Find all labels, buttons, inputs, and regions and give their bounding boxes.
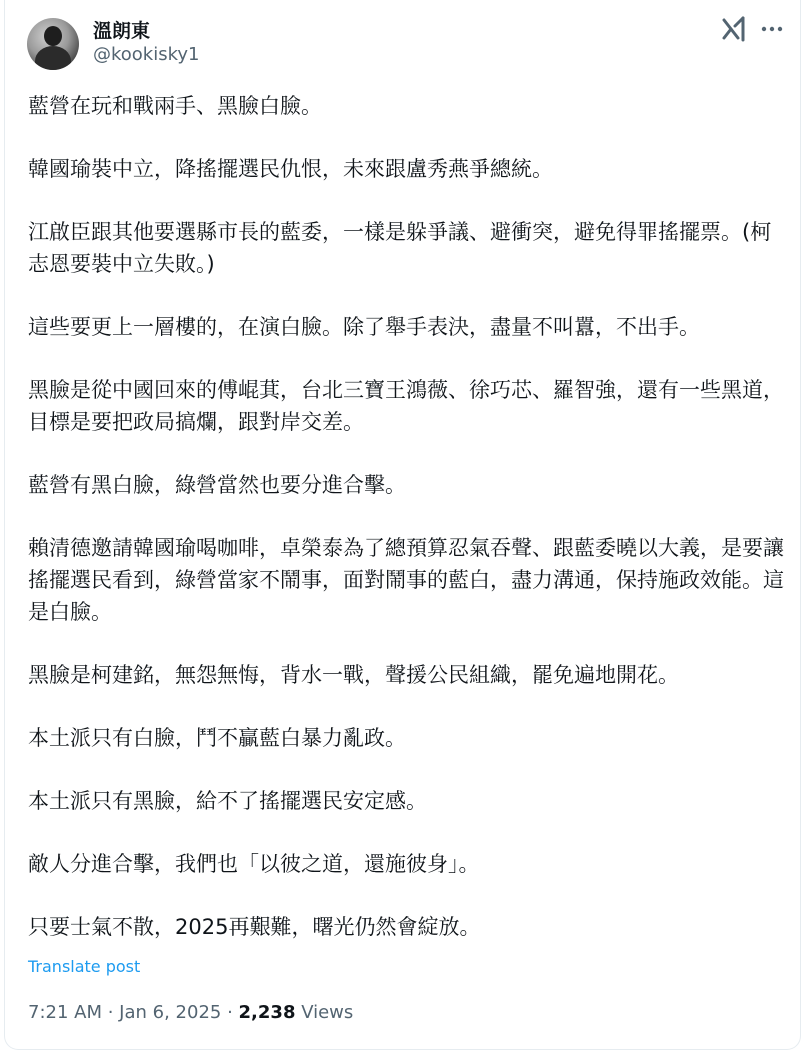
post-meta <box>28 1002 353 1023</box>
post-paragraph: 韓國瑜裝中立，降搖擺選民仇恨，未來跟盧秀燕爭總統。 <box>28 157 553 181</box>
grok-icon[interactable] <box>721 16 747 42</box>
avatar[interactable] <box>27 18 79 70</box>
post-text <box>28 90 788 943</box>
post-date[interactable]: Jan 6, 2025 <box>119 1002 222 1023</box>
post-paragraph: 藍營在玩和戰兩手、黑臉白臉。 <box>28 94 322 118</box>
author-handle[interactable]: @kookisky1 <box>93 44 200 65</box>
meta-separator: · <box>221 1002 239 1023</box>
meta-separator: · <box>102 1002 120 1023</box>
post-header <box>27 14 787 74</box>
post-paragraph: 這些要更上一層樓的，在演白臉。除了舉手表決，盡量不叫囂，不出手。 <box>28 315 700 339</box>
post-paragraph: 江啟臣跟其他要選縣市長的藍委，一樣是躲爭議、避衝突，避免得罪搖擺票。(柯志恩要裝中立失敗。) <box>28 220 772 276</box>
post-time[interactable]: 7:21 AM <box>28 1002 102 1023</box>
views-count: 2,238 <box>238 1002 296 1023</box>
post-paragraph: 敵人分進合擊，我們也「以彼之道，還施彼身」。 <box>28 852 480 876</box>
post-card <box>4 0 801 1050</box>
author-display-name[interactable]: 溫朗東 <box>93 20 151 42</box>
avatar-head <box>44 26 62 46</box>
views-label: Views <box>295 1002 354 1023</box>
post-paragraph: 黑臉是柯建銘，無怨無悔，背水一戰，聲援公民組織，罷免遍地開花。 <box>28 663 679 687</box>
post-paragraph: 賴清德邀請韓國瑜喝咖啡，卓榮泰為了總預算忍氣吞聲、跟藍委曉以大義，是要讓搖擺選民看到，綠營當家不鬧事，面對鬧事的藍白，盡力溝通，保持施政效能。這是白臉。 <box>28 536 784 624</box>
post-paragraph: 藍營有黑白臉，綠營當然也要分進合擊。 <box>28 473 406 497</box>
translate-post-link[interactable]: Translate post <box>28 957 141 976</box>
post-paragraph: 本土派只有白臉，鬥不贏藍白暴力亂政。 <box>28 726 406 750</box>
post-paragraph: 黑臉是從中國回來的傅崐萁，台北三寶王鴻薇、徐巧芯、羅智強，還有一些黑道，目標是要把政局搞爛，跟對岸交差。 <box>28 378 784 434</box>
post-paragraph: 本土派只有黑臉，給不了搖擺選民安定感。 <box>28 789 427 813</box>
avatar-body <box>35 46 71 70</box>
post-paragraph: 只要士氣不散，2025再艱難，曙光仍然會綻放。 <box>28 915 481 939</box>
more-icon[interactable] <box>759 16 785 42</box>
